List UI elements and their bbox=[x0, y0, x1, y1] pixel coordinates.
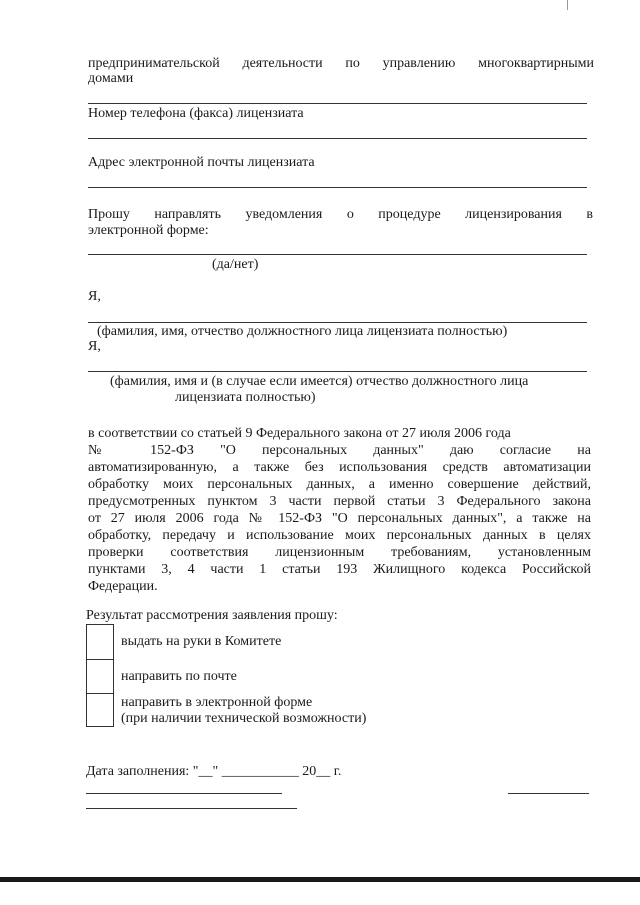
consent-line-10: Федерации. bbox=[88, 579, 158, 594]
signature-field[interactable] bbox=[508, 793, 589, 794]
option-hand-delivery-checkbox[interactable] bbox=[86, 624, 114, 660]
consent-line-2: № 152-ФЗ "О персональных данных" даю согласие на bbox=[88, 443, 591, 458]
phone-label: Номер телефона (факса) лицензиата bbox=[88, 106, 304, 121]
official2-caption-line-1: (фамилия, имя и (в случае если имеется) отчество должностного лица bbox=[110, 374, 529, 389]
signature-name-field[interactable] bbox=[86, 808, 297, 809]
option-post-checkbox[interactable] bbox=[86, 659, 114, 694]
scan-bottom-edge bbox=[0, 877, 640, 882]
official2-caption-line-2: лицензиата полностью) bbox=[175, 390, 316, 405]
option-post-label: направить по почте bbox=[121, 669, 237, 684]
official1-caption: (фамилия, имя, отчество должностного лица лицензиата полностью) bbox=[97, 324, 508, 339]
notify-line-1: Прошу направлять уведомления о процедуре лицензирования в bbox=[88, 207, 593, 222]
scan-edge-mark bbox=[567, 0, 568, 10]
consent-line-8: проверки соответствия лицензионным требованиям, установленным bbox=[88, 545, 591, 560]
consent-line-7: обработку, передачу и использование моих персональных данных в целях bbox=[88, 528, 591, 543]
fill-date-line: Дата заполнения: "__" ___________ 20__ г. bbox=[86, 764, 342, 779]
official1-prefix: Я, bbox=[88, 289, 101, 304]
official2-field[interactable] bbox=[88, 371, 587, 372]
consent-line-5: предусмотренных пунктом 3 части первой статьи 3 Федерального закона bbox=[88, 494, 591, 509]
consent-line-9: пунктами 3, 4 части 1 статьи 193 Жилищного кодекса Российской bbox=[88, 562, 591, 577]
consent-line-1: в соответствии со статьей 9 Федерального закона от 27 июля 2006 года bbox=[88, 426, 511, 441]
signature-position-field[interactable] bbox=[86, 793, 282, 794]
phone-field[interactable] bbox=[88, 138, 587, 139]
option-hand-delivery-label: выдать на руки в Комитете bbox=[121, 634, 282, 649]
header-underline bbox=[88, 103, 587, 104]
notify-line-2: электронной форме: bbox=[88, 223, 209, 238]
consent-line-3: автоматизированную, а также без использования средств автоматизации bbox=[88, 460, 591, 475]
email-label: Адрес электронной почты лицензиата bbox=[88, 155, 315, 170]
notify-hint: (да/нет) bbox=[212, 257, 259, 272]
option-electronic-label-line-1: направить в электронной форме bbox=[121, 695, 313, 710]
option-electronic-checkbox[interactable] bbox=[86, 693, 114, 727]
email-field[interactable] bbox=[88, 187, 587, 188]
header-line-2: домами bbox=[88, 71, 134, 86]
option-electronic-label-line-2: (при наличии технической возможности) bbox=[121, 711, 367, 726]
official1-field[interactable] bbox=[88, 322, 587, 323]
consent-line-6: от 27 июля 2006 года № 152-ФЗ "О персональных данных", а также на bbox=[88, 511, 591, 526]
result-title: Результат рассмотрения заявления прошу: bbox=[86, 608, 338, 623]
official2-prefix: Я, bbox=[88, 339, 101, 354]
header-line-1: предпринимательской деятельности по управлению многоквартирными bbox=[88, 56, 594, 71]
notify-field[interactable] bbox=[88, 254, 587, 255]
consent-line-4: обработку моих персональных данных, а именно совершение действий, bbox=[88, 477, 591, 492]
